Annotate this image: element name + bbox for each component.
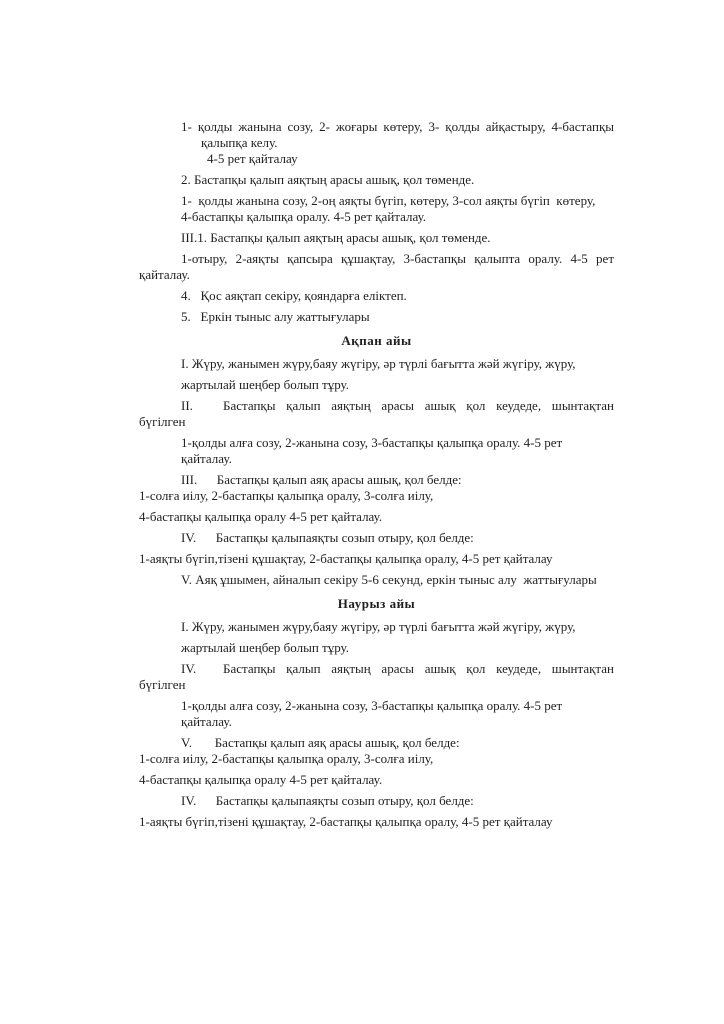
- paragraph: [139, 172, 614, 188]
- text-line: 1- қолды жанына созу, 2- жоғары көтеру, 3- қолды айқастыру, 4-бастапқы: [181, 119, 614, 134]
- paragraph: [139, 661, 614, 693]
- paragraph: [139, 435, 614, 467]
- text-line: жартылай шеңбер болып тұру.: [181, 377, 349, 392]
- section-heading: Ақпан айы: [341, 333, 412, 348]
- text-line: бүгілген: [139, 414, 186, 429]
- paragraph: [139, 193, 614, 225]
- paragraph: [139, 251, 614, 283]
- paragraph: [139, 814, 614, 830]
- text-line: 1-солға иілу, 2-бастапқы қалыпқа оралу, 3-солға иілу,: [139, 488, 434, 503]
- text-line: IV. Бастапқы қалыпаяқты созып отыру, қол белде:: [181, 793, 474, 808]
- text-line: қайталау.: [139, 267, 190, 282]
- text-line: 1-солға иілу, 2-бастапқы қалыпқа оралу, 3-солға иілу,: [139, 751, 434, 766]
- paragraph: [139, 356, 614, 372]
- paragraph: [139, 530, 614, 546]
- document-body: [139, 119, 614, 835]
- paragraph: [139, 309, 614, 325]
- text-line: III.1. Бастапқы қалып аяқтың арасы ашық, қол төменде.: [181, 230, 491, 245]
- text-line: 4-бастапқы қалыпқа оралу. 4-5 рет қайталау.: [181, 209, 427, 224]
- paragraph: [139, 735, 614, 767]
- text-line: қайталау.: [181, 451, 232, 466]
- list-numeral: II.: [181, 398, 193, 413]
- text-line: 4-бастапқы қалыпқа оралу 4-5 рет қайталау.: [139, 509, 383, 524]
- line-text: Бастапқы қалып аяқтың арасы ашық қол кеудеде, шынтақтан: [223, 398, 614, 413]
- text-line: III. Бастапқы қалып аяқ арасы ашық, қол белде:: [181, 472, 462, 487]
- paragraph: [139, 698, 614, 730]
- text-line: жартылай шеңбер болып тұру.: [181, 640, 349, 655]
- paragraph: [139, 572, 614, 588]
- paragraph: [139, 472, 614, 504]
- paragraph: [139, 288, 614, 304]
- paragraph: [139, 230, 614, 246]
- line-text: Бастапқы қалып аяқтың арасы ашық қол кеудеде, шынтақтан: [223, 661, 614, 676]
- paragraph: [139, 377, 614, 393]
- text-line: бүгілген: [139, 677, 186, 692]
- text-line: I. Жүру, жанымен жүру,баяу жүгіру, әр түрлі бағытта жәй жүгіру, жүру,: [181, 356, 576, 371]
- paragraph: [139, 793, 614, 809]
- text-line: I. Жүру, жанымен жүру,баяу жүгіру, әр түрлі бағытта жәй жүгіру, жүру,: [181, 619, 576, 634]
- text-line: 5. Еркін тыныс алу жаттығулары: [181, 309, 370, 324]
- text-line: V. Бастапқы қалып аяқ арасы ашық, қол белде:: [181, 735, 460, 750]
- text-line: V. Аяқ ұшымен, айналып секіру 5-6 секунд, еркін тыныс алу жаттығулары: [181, 572, 597, 587]
- paragraph: [139, 509, 614, 525]
- text-line: қайталау.: [181, 714, 232, 729]
- section-heading: Наурыз айы: [337, 596, 416, 611]
- text-line: [181, 661, 614, 677]
- text-line: 4. Қос аяқтап секіру, қояндарға еліктеп.: [181, 288, 407, 303]
- text-line: 1-отыру, 2-аяқты қапсыра құшақтау, 3-бастапқы қалыпта оралу. 4-5 рет: [181, 251, 614, 266]
- paragraph: [139, 551, 614, 567]
- text-line: [181, 398, 614, 414]
- text-line: 1-қолды алға созу, 2-жанына созу, 3-бастапқы қалыпқа оралу. 4-5 рет: [181, 435, 563, 450]
- list-numeral: IV.: [181, 661, 197, 676]
- text-line: 1-қолды алға созу, 2-жанына созу, 3-бастапқы қалыпқа оралу. 4-5 рет: [181, 698, 563, 713]
- text-line: 1-аяқты бүгіп,тізені құшақтау, 2-бастапқы қалыпқа оралу, 4-5 рет қайталау: [139, 814, 553, 829]
- text-line: 1- қолды жанына созу, 2-оң аяқты бүгіп, көтеру, 3-сол аяқты бүгіп көтеру,: [181, 193, 596, 208]
- text-line: 4-бастапқы қалыпқа оралу 4-5 рет қайталау.: [139, 772, 383, 787]
- paragraph: [139, 398, 614, 430]
- paragraph: [139, 619, 614, 635]
- text-line: 1-аяқты бүгіп,тізені құшақтау, 2-бастапқы қалыпқа оралу, 4-5 рет қайталау: [139, 551, 553, 566]
- paragraph: [139, 772, 614, 788]
- text-line: 2. Бастапқы қалып аяқтың арасы ашық, қол төменде.: [181, 172, 475, 187]
- paragraph: [139, 640, 614, 656]
- text-line: IV. Бастапқы қалыпаяқты созып отыру, қол белде:: [181, 530, 474, 545]
- text-line: 4-5 рет қайталау: [207, 151, 298, 166]
- paragraph: [139, 119, 614, 167]
- text-line: қалыпқа келу.: [201, 135, 278, 150]
